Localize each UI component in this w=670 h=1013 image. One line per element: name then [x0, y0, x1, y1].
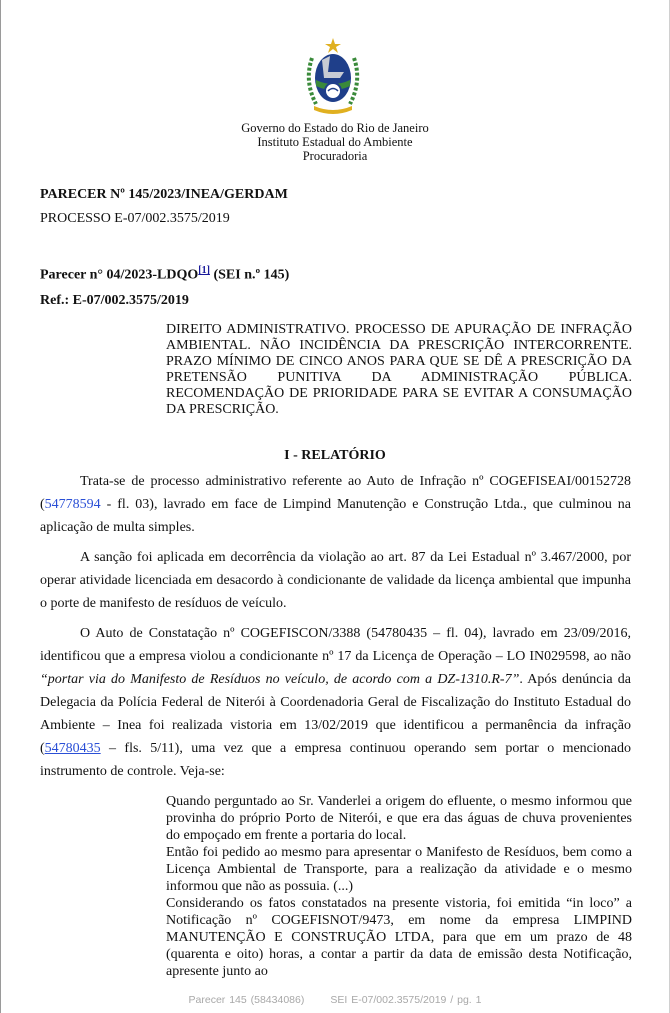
quote-paragraph: Quando perguntado ao Sr. Vanderlei a origem do efluente, o mesmo informou que provinha do próprio Porto de Niterói, e que era das águas de chuva provenientes do empoçado em frente a portaria do local. [166, 793, 632, 843]
paragraph-3-text-b: . Após denúncia da Delegacia da Polícia Federal de Niterói à Coordenadoria Geral de Fiscalização do Instituto Estadual do Ambiente – Inea foi realizada vistoria em 13/02/2019 que identificou a permanência da infração ( [40, 671, 631, 756]
paragraph-3-text-c: – fls. 5/11), uma vez que a empresa continuou operando sem portar o mencionado instrumento de controle. Veja-se: [40, 740, 631, 779]
reference-number: Ref.: E-07/002.3575/2019 [40, 292, 189, 308]
paragraph-3 [40, 622, 631, 783]
parecer-sei-number: (SEI n.º 145) [209, 267, 290, 283]
ementa-summary: DIREITO ADMINISTRATIVO. PROCESSO DE APURAÇÃO DE INFRAÇÃO AMBIENTAL. NÃO INCIDÊNCIA DA PRESCRIÇÃO INTERCORRENTE. PRAZO MÍNIMO DE CINCO ANOS PARA QUE SE DÊ A PRESCRIÇÃO DA PRETENSÃO PUNITIVA DA ADMINISTRAÇÃO PÚBLICA. RECOMENDAÇÃO DE PRIORIDADE PARA SE EVITAR A CONSUMAÇÃO DA PRESCRIÇÃO. [166, 321, 632, 417]
document-link-54778594[interactable]: 54778594 [44, 496, 101, 512]
paragraph-1-text-b: - fl. 03), lavrado em face de Limpind Manutenção e Construção Ltda., que culminou na aplicação de multa simples. [40, 496, 631, 535]
paragraph-3-text-a: O Auto de Constatação nº COGEFISCON/3388 (54780435 – fl. 04), lavrado em 23/09/2016, identificou que a empresa violou a condicionante nº 17 da Licença de Operação – LO IN029598, ao não [40, 625, 631, 664]
paragraph-2: A sanção foi aplicada em decorrência da violação ao art. 87 da Lei Estadual nº 3.467/2000, por operar atividade licenciada em desacordo à condicionante de validade da licença ambiental que impunha o porte de manifesto de resíduos de veículo. [40, 549, 631, 611]
footer-doc-id: Parecer 145 (58434086) [188, 993, 305, 1006]
parecer-subtitle-number: Parecer n° 04/2023-LDQO [40, 267, 199, 283]
page-footer [0, 994, 670, 1013]
paragraph-3-quote: “portar via do Manifesto de Resíduos no veículo, de acordo com a DZ-1310.R-7” [40, 671, 520, 687]
processo-number: PROCESSO E-07/002.3575/2019 [40, 211, 230, 226]
paragraph-1 [40, 470, 631, 539]
government-name: Governo do Estado do Rio de Janeiro [241, 121, 429, 135]
parecer-subtitle [40, 260, 670, 286]
quote-paragraph: Considerando os fatos constatados na presente vistoria, foi emitida “in loco” a Notificação nº COGEFISNOT/9473, em nome da empresa LIMPIND MANUTENÇÃO E CONSTRUÇÃO LTDA, para que em um prazo de 48 (quarenta e oito) horas, a contar a partir da data de emissão desta Notificação, apresente junto ao [166, 895, 632, 979]
block-quote [166, 793, 632, 980]
section-title: I - RELATÓRIO [284, 447, 386, 463]
parecer-title: PARECER Nº 145/2023/INEA/GERDAM [40, 187, 288, 202]
paragraph-1-text-a: Trata-se de processo administrativo referente ao Auto de Infração nº COGEFISEAI/00152728 ( [40, 473, 631, 512]
document-link-54780435[interactable]: 54780435 [44, 740, 101, 756]
footnote-link[interactable]: [1] [198, 265, 210, 276]
institute-name: Instituto Estadual do Ambiente [257, 135, 413, 149]
footer-page-ref: SEI E-07/002.3575/2019 / pg. 1 [330, 993, 482, 1006]
quote-paragraph: Então foi pedido ao mesmo para apresentar o Manifesto de Resíduos, bem como a Licença Ambiental de Transporte, para a realização da atividade e o mesmo informou que não as possuia. (...) [166, 844, 632, 894]
department-name: Procuradoria [302, 149, 368, 163]
